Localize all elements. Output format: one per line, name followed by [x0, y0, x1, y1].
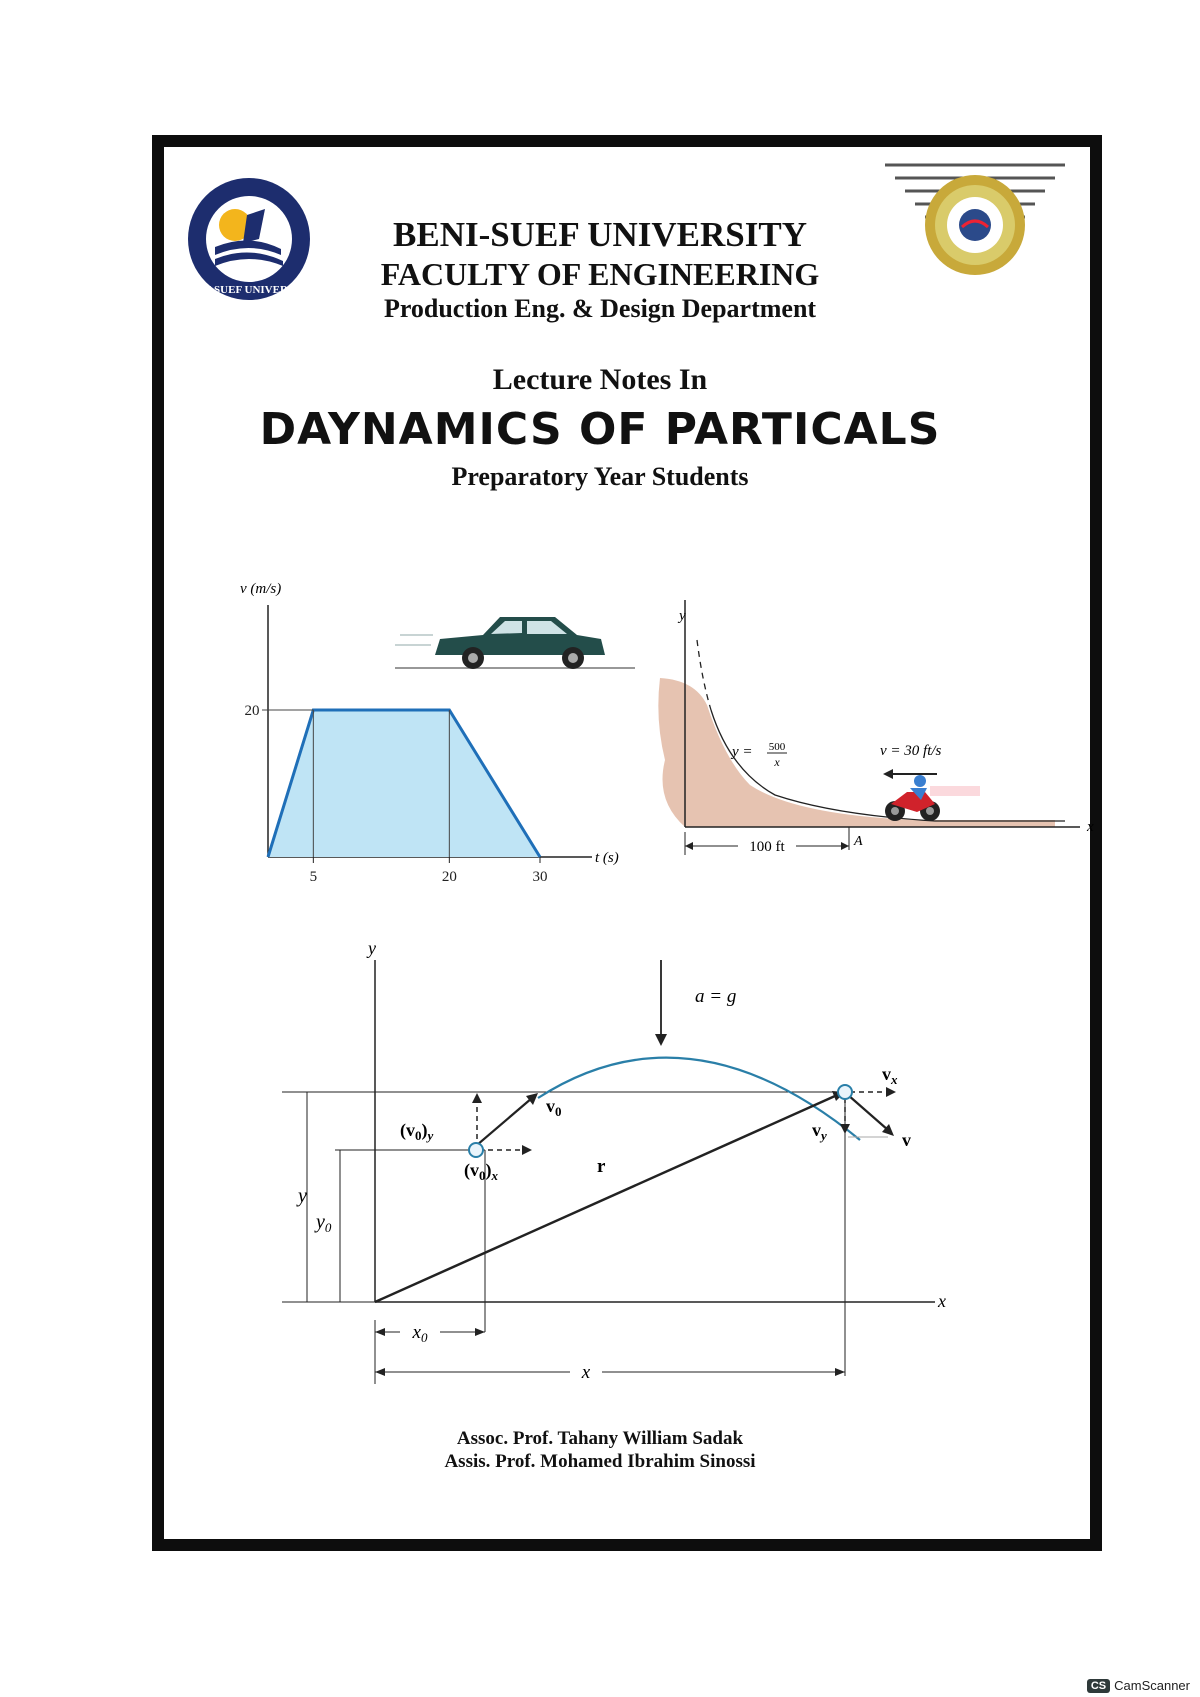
- camscanner-label: CamScanner: [1114, 1678, 1190, 1693]
- speed-label: v = 30 ft/s: [880, 743, 942, 759]
- curve-equation-lhs: y =: [732, 744, 753, 760]
- department-name: Production Eng. & Design Department: [383, 294, 817, 323]
- v0y-label: $(v_0)_y$: [400, 1120, 434, 1143]
- motorcycle-curve-figure: [655, 600, 1105, 870]
- distance-label: 100 ft: [749, 839, 785, 855]
- r-label: r: [597, 1156, 606, 1177]
- document-title: DAYNAMICS OF PARTICALS: [259, 404, 941, 455]
- v-label: v: [902, 1130, 911, 1150]
- point-a-label: A: [854, 834, 863, 849]
- curve-equation-numerator: 500: [768, 741, 786, 753]
- curve-equation-denominator: x: [774, 755, 780, 769]
- vt-xtick-label: 5: [309, 869, 318, 885]
- vt-ytick-label: 20: [244, 703, 260, 719]
- camscanner-badge: CS: [1087, 1679, 1110, 1693]
- initial-particle: [469, 1143, 483, 1157]
- lecture-notes-label: Lecture Notes In: [492, 363, 708, 396]
- vx-label: $v_x$: [882, 1064, 898, 1087]
- y0-dim-label: $y_0$: [316, 1211, 332, 1235]
- terrain: [658, 678, 1055, 827]
- vt-xtick-label: 20: [441, 869, 457, 885]
- fig3-y-label: y: [368, 938, 376, 958]
- camscanner-watermark: [1087, 1678, 1190, 1693]
- x-dim-label: x: [581, 1362, 591, 1383]
- velocity-area: [268, 710, 540, 857]
- v-axis-label: v (m/s): [240, 581, 282, 597]
- projectile-motion-figure: [270, 940, 970, 1410]
- fig2-y-label: y: [679, 608, 686, 624]
- logo-text: BENI SUEF UNIVERSITY: [184, 284, 314, 296]
- particle: [838, 1085, 852, 1099]
- y-dim-label: y: [298, 1185, 307, 1207]
- v0-label: $v_0$: [546, 1096, 562, 1119]
- car-illustration: [395, 605, 635, 680]
- v0x-label: $(v_0)_x$: [464, 1160, 498, 1183]
- author-2: Assis. Prof. Mohamed Ibrahim Sinossi: [444, 1451, 756, 1472]
- velocity-vector: [848, 1095, 888, 1130]
- vy-label: $v_y$: [812, 1120, 827, 1143]
- t-axis-label: t (s): [595, 850, 619, 866]
- fig3-x-label: x: [938, 1291, 946, 1311]
- x0-dim-label: $x_0$: [412, 1322, 428, 1345]
- fig2-x-label: x: [1087, 819, 1094, 835]
- university-name: BENI-SUEF UNIVERSITY: [393, 215, 807, 254]
- author-1: Assoc. Prof. Tahany William Sadak: [456, 1428, 744, 1449]
- faculty-name: FACULTY OF ENGINEERING: [380, 256, 820, 292]
- motorcycle-icon: [885, 775, 980, 821]
- audience-subtitle: Preparatory Year Students: [451, 462, 749, 491]
- position-vector-r: [375, 1096, 835, 1302]
- acceleration-label: a = g: [695, 986, 737, 1007]
- vt-xtick-label: 30: [532, 869, 548, 885]
- v0-vector: [477, 1098, 532, 1145]
